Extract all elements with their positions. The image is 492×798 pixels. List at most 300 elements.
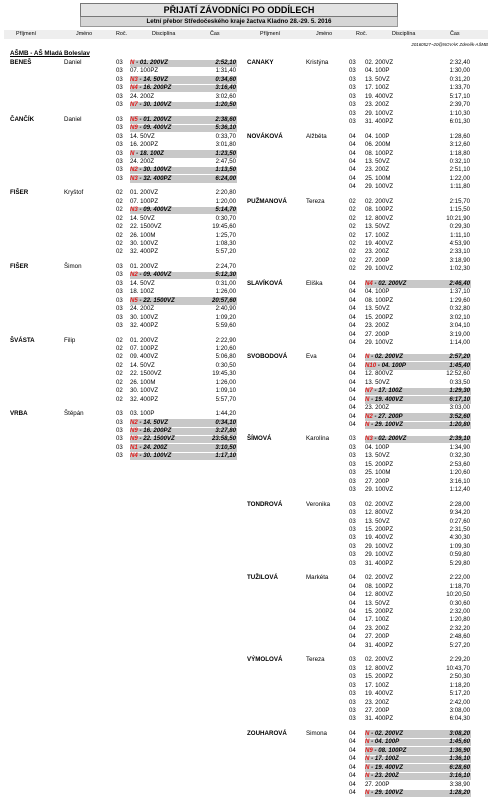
entry-row [0, 370, 492, 379]
entry-row [0, 280, 492, 289]
nomination-mark: N2 [365, 412, 373, 420]
entry-time: 9:34,20 [449, 509, 470, 517]
athlete-surname: TONDROVÁ [247, 500, 283, 508]
nomination-mark: N4 [365, 279, 373, 287]
athlete-first-name: Eva [306, 353, 317, 361]
discipline-label: 31. 400PZ [365, 641, 394, 649]
discipline [365, 101, 389, 110]
nomination-mark: N3 [365, 435, 373, 443]
discipline-label: - 17. 100Z [372, 387, 403, 395]
entry-time: 1:02,30 [449, 265, 470, 273]
athlete-surname: BENEŠ [10, 59, 32, 66]
birth-year: 03 [116, 452, 123, 460]
discipline-label: - 29. 100VZ [369, 789, 403, 796]
birth-year: 03 [349, 690, 356, 698]
athlete-surname: ČANČÍK [10, 115, 35, 123]
entry-time: 0:34,60 [215, 75, 236, 83]
birth-year: 03 [349, 681, 356, 689]
discipline-label: - 02. 200VZ [369, 729, 403, 737]
column-header [4, 30, 488, 39]
discipline [365, 690, 393, 699]
nomination-mark: N2 [130, 418, 138, 426]
discipline-label: - 30. 100VZ [137, 452, 172, 460]
discipline [365, 93, 393, 102]
entry-time: 1:20,60 [215, 344, 236, 352]
birth-year: 04 [349, 361, 356, 369]
entry-row [0, 67, 492, 76]
entry-row [0, 183, 492, 192]
discipline-label: 24. 200Z [130, 305, 155, 313]
athlete-surname: ŠVÁSTA [10, 336, 35, 344]
discipline [365, 76, 390, 85]
birth-year: 03 [349, 84, 356, 92]
discipline [365, 789, 403, 798]
discipline [365, 257, 389, 266]
entry-time: 1:09,10 [215, 387, 236, 395]
discipline [365, 772, 399, 781]
birth-year: 04 [349, 296, 356, 304]
entry-row [0, 413, 492, 422]
entry-time: 6:24,00 [215, 174, 236, 182]
entry-time: 2:33,10 [449, 248, 470, 256]
birth-year: 03 [116, 166, 123, 174]
nomination-mark: N4 [130, 84, 138, 92]
discipline [365, 362, 406, 371]
discipline-label: 13. 50VZ [365, 452, 390, 460]
birth-year: 03 [116, 59, 123, 66]
discipline-label: 08. 100PZ [365, 296, 394, 304]
birth-year: 03 [349, 517, 356, 525]
discipline-label: 02. 200VZ [365, 656, 394, 664]
entry-time: 1:20,80 [449, 421, 470, 428]
discipline [365, 715, 393, 724]
discipline-label: 16. 200PZ [130, 141, 159, 149]
nomination-mark: N7 [130, 101, 138, 109]
birth-year: 03 [116, 92, 123, 100]
discipline-label: 12. 800VZ [365, 591, 394, 599]
entry-time: 5:36,10 [215, 124, 236, 132]
entry-row [0, 469, 492, 478]
entry-time: 1:08,30 [215, 240, 236, 247]
discipline-label: 14. 50VZ [130, 132, 155, 140]
athlete-first-name: Simona [306, 729, 327, 737]
discipline-label: - 09. 400VZ [137, 271, 172, 279]
entry-row [0, 625, 492, 634]
col-header-discipline: Disciplína [152, 31, 176, 37]
entry-time: 3:52,60 [449, 412, 470, 420]
entry-time: 2:32,20 [449, 624, 470, 632]
discipline-label: - 04. 100P [376, 361, 406, 369]
discipline [365, 444, 389, 453]
athlete-surname: VÝMOLOVÁ [247, 656, 283, 664]
discipline [365, 583, 393, 592]
discipline [365, 656, 393, 665]
entry-time: 2:48,60 [449, 633, 470, 641]
discipline-label: 04. 100P [365, 443, 390, 451]
entry-time: 2:51,10 [449, 166, 470, 174]
discipline [365, 764, 403, 773]
discipline-label: 04. 100P [365, 288, 390, 296]
birth-year: 04 [349, 574, 356, 582]
discipline-label: 04. 100P [365, 132, 390, 140]
entry-row [0, 232, 492, 241]
entry-row [0, 322, 492, 331]
athlete-first-name: Kristýna [306, 59, 329, 66]
discipline [365, 699, 389, 708]
entry-time: 2:46,40 [449, 279, 470, 287]
nomination-mark: N [365, 395, 370, 403]
entry-time: 19:45,60 [212, 223, 236, 231]
birth-year: 02 [116, 370, 123, 378]
page-subtitle: Letní přebor Středočeského kraje žactva Kladno 28.-29. 5. 2016 [80, 17, 398, 27]
discipline-label: - 30. 100VZ [137, 101, 172, 109]
entry-time: 5:27,20 [449, 641, 470, 649]
entry-time: 1:14,00 [449, 338, 470, 346]
birth-year: 02 [349, 240, 356, 247]
discipline [365, 526, 393, 535]
entry-time: 3:04,10 [449, 322, 470, 330]
birth-year: 04 [349, 772, 356, 780]
entry-time: 3:19,00 [449, 330, 470, 338]
nomination-mark: N5 [130, 296, 138, 304]
entry-row [0, 223, 492, 232]
birth-year: 04 [349, 395, 356, 403]
nomination-mark: N [365, 353, 370, 361]
discipline-label: 13. 50VZ [365, 599, 390, 607]
discipline [365, 591, 393, 600]
entry-row [0, 110, 492, 119]
athlete-first-name: Markéta [306, 574, 329, 582]
entry-time: 3:12,60 [449, 141, 470, 149]
entry-time: 6:17,10 [449, 395, 470, 403]
birth-year: 03 [116, 322, 123, 330]
discipline [365, 747, 406, 756]
discipline-label: 12. 800VZ [365, 214, 394, 222]
discipline-label: 17. 100Z [365, 681, 390, 689]
birth-year: 03 [116, 296, 123, 304]
athlete-first-name: Filip [64, 336, 76, 344]
birth-year: 03 [116, 132, 123, 140]
entry-time: 2:32,40 [449, 59, 470, 66]
discipline [365, 781, 389, 790]
discipline-label: - 30. 100VZ [137, 166, 172, 174]
discipline [365, 642, 393, 651]
discipline [365, 110, 393, 119]
nomination-mark: N [365, 738, 370, 746]
discipline-label: 26. 100M [130, 378, 156, 386]
col-header-year: Roč. [116, 31, 128, 37]
entry-row [0, 478, 492, 487]
athlete-first-name: Kryštof [64, 189, 84, 197]
entry-time: 1:37,10 [449, 288, 470, 296]
entry-time: 0:29,30 [449, 223, 470, 231]
entry-row [0, 461, 492, 470]
col-header-first: Jméno [76, 31, 93, 37]
discipline [365, 175, 390, 184]
birth-year: 03 [116, 418, 123, 426]
birth-year: 03 [349, 542, 356, 550]
birth-year: 03 [349, 673, 356, 681]
discipline-label: 23. 200Z [365, 698, 390, 706]
entry-time: 0:30,50 [215, 361, 236, 369]
discipline-label: 27. 200P [365, 706, 390, 714]
birth-year: 02 [116, 361, 123, 369]
birth-year: 03 [116, 305, 123, 313]
discipline [365, 297, 393, 306]
discipline [365, 452, 390, 461]
entry-row [0, 115, 492, 127]
birth-year: 02 [116, 344, 123, 352]
athlete-surname: VRBA [10, 410, 28, 418]
discipline-label: - 19. 400VZ [369, 763, 403, 771]
discipline [365, 223, 390, 232]
discipline-label: 29. 100VZ [365, 486, 394, 494]
discipline [365, 280, 406, 289]
entry-row [0, 699, 492, 708]
birth-year: 03 [116, 84, 123, 92]
entry-time: 6:28,60 [449, 763, 470, 771]
entry-time: 1:34,90 [449, 443, 470, 451]
discipline-label: - 02. 200VZ [372, 279, 407, 287]
entry-time: 1:33,70 [449, 84, 470, 92]
entry-time: 5:12,30 [215, 271, 236, 279]
birth-year: 04 [349, 599, 356, 607]
entry-time: 1:10,30 [449, 109, 470, 117]
nomination-mark: N2 [130, 166, 138, 174]
discipline-label: 13. 50VZ [365, 75, 390, 83]
birth-year: 04 [349, 763, 356, 771]
birth-year: 04 [349, 624, 356, 632]
nomination-mark: N [365, 729, 370, 737]
entry-time: 2:50,30 [449, 673, 470, 681]
athlete-first-name: Eliška [306, 279, 323, 287]
birth-year: 02 [116, 395, 123, 403]
discipline [365, 288, 389, 297]
birth-year: 02 [349, 248, 356, 256]
birth-year: 03 [116, 410, 123, 418]
entry-time: 2:42,00 [449, 698, 470, 706]
athlete-first-name: Veronika [306, 500, 331, 508]
entry-time: 3:16,10 [449, 477, 470, 485]
birth-year: 04 [349, 132, 356, 140]
entry-time: 1:09,30 [449, 542, 470, 550]
discipline [365, 322, 389, 331]
birth-year: 04 [349, 141, 356, 149]
discipline-label: 13. 50VZ [365, 305, 390, 313]
entry-time: 3:38,90 [449, 780, 470, 788]
entry-time: 0:30,70 [215, 214, 236, 222]
discipline-label: 17. 100Z [365, 231, 390, 239]
discipline [365, 478, 389, 487]
entry-time: 2:52,10 [215, 59, 236, 66]
entry-time: 1:15,50 [449, 206, 470, 214]
discipline-label: 27. 200P [365, 256, 390, 264]
entry-row [0, 608, 492, 617]
entry-row [0, 379, 492, 388]
discipline [365, 370, 393, 379]
discipline [365, 150, 393, 159]
entry-time: 5:57,20 [215, 248, 236, 256]
discipline-label: 01. 200VZ [130, 262, 159, 270]
entry-row [0, 101, 492, 110]
entry-row [0, 772, 492, 781]
entry-row [0, 206, 492, 215]
entry-time: 5:29,80 [449, 559, 470, 567]
birth-year: 03 [116, 288, 123, 296]
discipline [365, 616, 389, 625]
discipline-label: 09. 400VZ [130, 353, 159, 361]
entry-row [0, 396, 492, 405]
birth-year: 03 [116, 157, 123, 165]
discipline [365, 404, 389, 413]
discipline-label: - 27. 200P [372, 412, 403, 420]
athlete-first-name: Štěpán [64, 410, 84, 418]
entry-time: 2:15,70 [449, 197, 470, 205]
entry-row [0, 198, 492, 207]
discipline-label: - 22. 1500VZ [137, 296, 175, 304]
discipline-label: 29. 100VZ [365, 265, 394, 273]
entry-time: 1:36,10 [449, 755, 470, 763]
entry-time: 10:21,90 [446, 214, 470, 222]
entry-time: 2:20,80 [215, 189, 236, 197]
entry-time: 1:36,90 [449, 746, 470, 754]
nomination-mark: N3 [130, 206, 138, 214]
entry-time: 2:39,10 [449, 435, 470, 443]
birth-year: 03 [349, 92, 356, 100]
birth-year: 03 [349, 109, 356, 117]
entry-time: 2:53,60 [449, 460, 470, 468]
discipline-label: 32. 400PZ [130, 395, 159, 403]
discipline-label: 14. 50VZ [130, 279, 155, 287]
discipline [365, 608, 393, 617]
athlete-surname: ŠÍMOVÁ [247, 435, 272, 443]
discipline-label: - 08. 100PZ [372, 746, 407, 754]
entry-time: 1:18,20 [449, 681, 470, 689]
entry-row [0, 150, 492, 159]
discipline-label: 22. 1500VZ [130, 223, 162, 231]
birth-year: 03 [349, 706, 356, 714]
discipline-label: 29. 100VZ [365, 338, 394, 346]
discipline-label: 27. 200P [365, 633, 390, 641]
discipline-label: 31. 400PZ [365, 559, 394, 567]
discipline-label: - 24. 200Z [137, 443, 168, 451]
entry-time: 5:17,20 [449, 690, 470, 698]
entry-time: 0:31,20 [449, 75, 470, 83]
birth-year: 04 [349, 404, 356, 412]
discipline-label: 13. 50VZ [365, 378, 390, 386]
discipline-label: - 04. 100P [369, 738, 400, 746]
athlete-surname: NOVÁKOVÁ [247, 132, 283, 140]
entry-row [0, 656, 492, 665]
discipline-label: 07. 100PZ [130, 67, 159, 75]
birth-year: 04 [349, 174, 356, 182]
discipline-label: 08. 100PZ [365, 206, 394, 214]
nomination-mark: N3 [130, 75, 138, 83]
birth-year: 03 [349, 477, 356, 485]
discipline-label: 07. 100PZ [130, 197, 159, 205]
col-header-surname: Příjmení [16, 31, 37, 37]
entry-row [0, 435, 492, 444]
birth-year: 03 [349, 59, 356, 66]
discipline [365, 707, 389, 716]
entry-time: 0:32,10 [449, 157, 470, 165]
discipline-label: 19. 400VZ [365, 534, 394, 542]
entry-time: 6:04,30 [449, 715, 470, 723]
discipline-label: 30. 100VZ [130, 240, 159, 247]
entry-time: 3:10,50 [215, 443, 236, 451]
discipline-label: 23. 200Z [365, 248, 390, 256]
birth-year: 03 [116, 141, 123, 149]
discipline-label: - 01. 200VZ [134, 59, 168, 66]
discipline-label: - 09. 400VZ [137, 206, 172, 214]
birth-year: 04 [349, 412, 356, 420]
birth-year: 03 [349, 469, 356, 477]
col-header-year-right: Roč. [356, 31, 368, 37]
athlete-surname: CANAKY [247, 59, 274, 66]
nomination-mark: N [365, 421, 370, 428]
entry-time: 2:22,90 [215, 336, 236, 344]
discipline-label: 15. 200PZ [365, 673, 394, 681]
entry-row [0, 715, 492, 724]
discipline-label: 25. 100M [365, 469, 391, 477]
entry-time: 3:08,20 [449, 729, 470, 737]
nomination-mark: N7 [365, 387, 373, 395]
entry-time: 2:39,70 [449, 101, 470, 109]
entry-time: 0:59,80 [449, 551, 470, 559]
birth-year: 02 [116, 336, 123, 344]
entry-row [0, 551, 492, 560]
birth-year: 02 [116, 353, 123, 361]
birth-year: 03 [349, 75, 356, 83]
discipline [365, 673, 393, 682]
entry-row [0, 755, 492, 764]
discipline-label: 24. 200Z [130, 157, 155, 165]
birth-year: 02 [349, 214, 356, 222]
birth-year: 03 [116, 75, 123, 83]
entry-row [0, 518, 492, 527]
discipline-label: 17. 100Z [365, 84, 390, 92]
entry-time: 1:28,20 [449, 789, 470, 796]
entry-row [0, 141, 492, 150]
nomination-mark: N [130, 59, 135, 66]
discipline-label: - 29. 100VZ [369, 421, 403, 428]
entry-time: 3:16,40 [215, 84, 236, 92]
discipline-label: 23. 200Z [365, 101, 390, 109]
entry-row [0, 543, 492, 552]
entry-row [0, 583, 492, 592]
entry-time: 1:31,40 [215, 67, 236, 75]
discipline [365, 469, 390, 478]
entry-row [0, 262, 492, 274]
entry-time: 23:58,50 [211, 435, 236, 443]
discipline-label: 02. 200VZ [365, 574, 394, 582]
discipline-label: 30. 100VZ [130, 313, 159, 321]
birth-year: 03 [349, 664, 356, 672]
birth-year: 02 [116, 197, 123, 205]
discipline [365, 396, 403, 405]
discipline-label: 15. 200PZ [365, 525, 394, 533]
entry-time: 19:45,30 [212, 370, 236, 378]
entry-time: 5:17,10 [449, 92, 470, 100]
entry-time: 5:57,70 [215, 395, 236, 403]
entry-time: 20:57,60 [211, 296, 236, 304]
entry-row [0, 707, 492, 716]
discipline [365, 543, 393, 552]
athlete-surname: ZOUHAROVÁ [247, 729, 287, 737]
nomination-mark: N9 [365, 746, 373, 754]
birth-year: 04 [349, 421, 356, 428]
discipline-label: 32. 400PZ [130, 322, 159, 330]
